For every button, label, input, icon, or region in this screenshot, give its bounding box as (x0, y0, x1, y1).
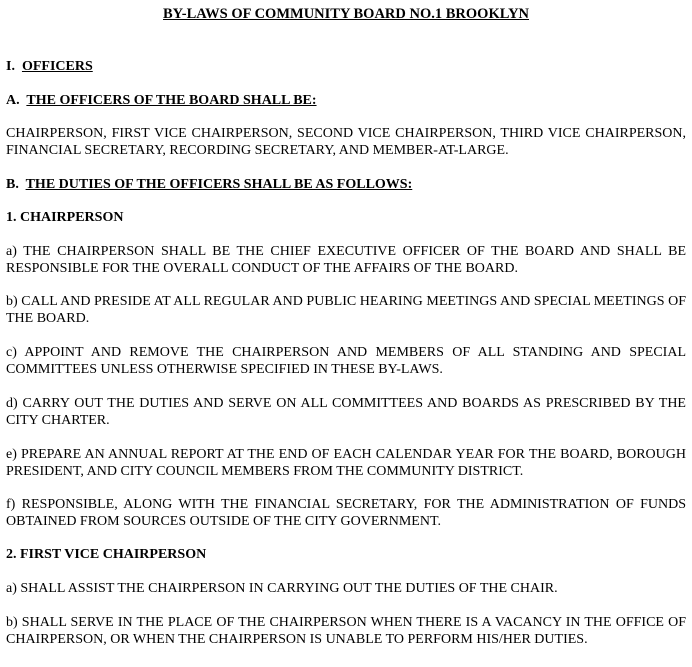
chairperson-item-d: d) CARRY OUT THE DUTIES AND SERVE ON ALL COMMITTEES AND BOARDS AS PRESCRIBED BY THE CITY CHARTER. (6, 396, 686, 428)
chairperson-item-f: f) RESPONSIBLE, ALONG WITH THE FINANCIAL SECRETARY, FOR THE ADMINISTRATION OF FUNDS OBTAINED FROM SOURCES OUTSIDE OF THE CITY GOVERNMENT. (6, 497, 686, 529)
section-b-title: THE DUTIES OF THE OFFICERS SHALL BE AS FOLLOWS: (25, 177, 413, 192)
section-i-title: OFFICERS (21, 59, 93, 74)
chairperson-item-a: a) THE CHAIRPERSON SHALL BE THE CHIEF EXECUTIVE OFFICER OF THE BOARD AND SHALL BE RESPONSIBLE FOR THE OVERALL CONDUCT OF THE AFFAIRS OF THE BOARD. (6, 244, 686, 276)
section-i-number: I. (6, 59, 15, 74)
document-title: BY-LAWS OF COMMUNITY BOARD NO.1 BROOKLYN (162, 6, 530, 22)
chairperson-item-b: b) CALL AND PRESIDE AT ALL REGULAR AND PUBLIC HEARING MEETINGS AND SPECIAL MEETINGS OF THE BOARD. (6, 294, 686, 326)
section-i-heading (6, 58, 93, 75)
first-vice-item-b: b) SHALL SERVE IN THE PLACE OF THE CHAIRPERSON WHEN THERE IS A VACANCY IN THE OFFICE OF CHAIRPERSON, OR WHEN THE CHAIRPERSON IS UNABLE TO PERFORM HIS/HER DUTIES. (6, 615, 686, 647)
chairperson-heading: 1. CHAIRPERSON (6, 210, 124, 225)
section-b-heading (6, 176, 412, 193)
section-a-heading (6, 92, 317, 109)
section-a-title: THE OFFICERS OF THE BOARD SHALL BE: (26, 93, 317, 108)
section-a-number: A. (6, 93, 20, 108)
chairperson-item-e: e) PREPARE AN ANNUAL REPORT AT THE END OF EACH CALENDAR YEAR FOR THE BOARD, BOROUGH PRESIDENT, AND CITY COUNCIL MEMBERS FROM THE COMMUNITY DISTRICT. (6, 447, 686, 479)
first-vice-heading: 2. FIRST VICE CHAIRPERSON (6, 547, 207, 562)
section-b-number: B. (6, 177, 19, 192)
first-vice-item-a: a) SHALL ASSIST THE CHAIRPERSON IN CARRYING OUT THE DUTIES OF THE CHAIR. (6, 581, 558, 596)
officers-list-paragraph: CHAIRPERSON, FIRST VICE CHAIRPERSON, SECOND VICE CHAIRPERSON, THIRD VICE CHAIRPERSON, FINANCIAL SECRETARY, RECORDING SECRETARY, AND MEMBER-AT-LARGE. (6, 126, 686, 158)
chairperson-item-c: c) APPOINT AND REMOVE THE CHAIRPERSON AND MEMBERS OF ALL STANDING AND SPECIAL COMMITTEES UNLESS OTHERWISE SPECIFIED IN THESE BY-LAWS. (6, 345, 686, 377)
